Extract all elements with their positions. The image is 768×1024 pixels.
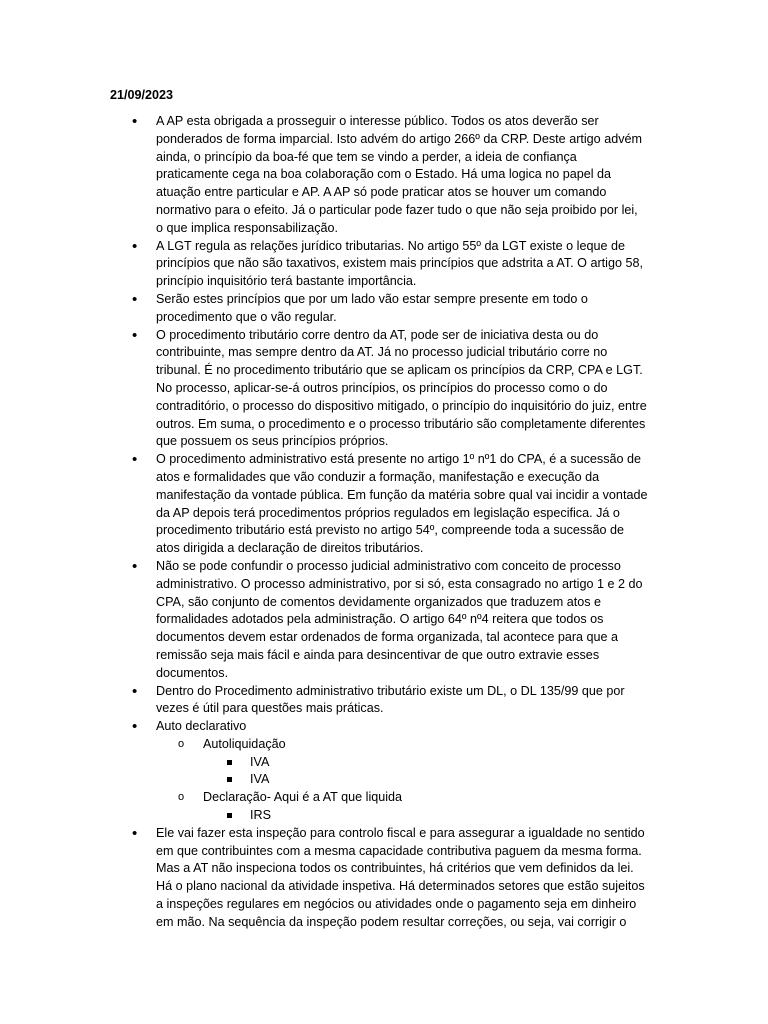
- sub-sub-list-item: IVA: [203, 771, 648, 789]
- list-item: • Dentro do Procedimento administrativo tributário existe um DL, o DL 135/99 que por vezes é útil para questões mais práticas.: [0, 683, 648, 719]
- list-item: • A LGT regula as relações jurídico tributarias. No artigo 55º da LGT existe o leque de princípios que não são taxativos, existem mais princípios que adstrita a AT. O artigo 58, princípio inquisitório terá bastante importância.: [0, 238, 648, 291]
- list-item: • O procedimento tributário corre dentro da AT, pode ser de iniciativa desta ou do contribuinte, mas sempre dentro da AT. Já no processo judicial tributário corre no tribunal. É no procedimento tributário que se aplicam os princípios da CRP, CPA e LGT. No processo, aplicar-se-á outros princípios, os princípios do processo como o do contraditório, o processo do dispositivo mitigado, o princípio do inquisitório do juiz, entre outros. Em suma, o procedimento e o processo tributário são completamente diferentes que possuem os seus princípios próprios.: [0, 327, 648, 452]
- document-date: 21/09/2023: [110, 88, 174, 102]
- sub-sub-list-item: IVA: [203, 754, 648, 772]
- sub-list-item: [156, 736, 648, 789]
- list-item: • Ele vai fazer esta inspeção para controlo fiscal e para assegurar a igualdade no sentido em que contribuintes com a mesma capacidade contributiva paguem da mesma forma. Mas a AT não inspeciona todos os contribuintes, há critérios que vem definidos da lei. Há o plano nacional da atividade inspetiva. Há determinados setores que estão sujeitos a inspeções regulares em negócios ou atividades onde o pagamento seja em dinheiro em mão. Na sequência da inspeção podem resultar correções, ou seja, vai corrigir o: [0, 825, 648, 932]
- sub-list-item-label: Autoliquidação: [203, 736, 286, 751]
- sub-list-item: [156, 789, 648, 825]
- list-item: • Não se pode confundir o processo judicial administrativo com conceito de processo administrativo. O processo administrativo, por si só, esta consagrado no artigo 1 e 2 do CPA, são conjunto de comentos devidamente organizados que traduzem atos e formalidades adotados pela administração. O artigo 64º nº4 reitera que todos os documentos devem estar ordenados de forma organizada, tal acontece para que a remissão seja mais fácil e ainda para desincentivar de que outro extravie esses documentos.: [0, 558, 648, 683]
- sub-list: [156, 736, 648, 825]
- list-item-auto-declarativo: [0, 718, 648, 825]
- list-item: • Serão estes princípios que por um lado vão estar sempre presente em todo o procedimento que o vão regular.: [0, 291, 648, 327]
- sub-sub-list: [203, 807, 648, 825]
- sub-sub-list-item: IRS: [203, 807, 648, 825]
- bullet-list: [0, 113, 768, 932]
- sub-list-item-label: Declaração- Aqui é a AT que liquida: [203, 790, 403, 805]
- list-item: • O procedimento administrativo está presente no artigo 1º nº1 do CPA, é a sucessão de atos e formalidades que vão conduzir a formação, manifestação e execução da manifestação da vontade pública. Em função da matéria sobre qual vai incidir a vontade da AP depois terá procedimentos próprios regulados em legislação especifica. Já o procedimento tributário está previsto no artigo 54º, compreende toda a sucessão de atos dirigida a declaração de direitos tributários.: [0, 451, 648, 558]
- list-item: • A AP esta obrigada a prosseguir o interesse público. Todos os atos deverão ser ponderados de forma imparcial. Isto advém do artigo 266º da CRP. Deste artigo advém ainda, o princípio da boa-fé que tem se vindo a perder, a ideia de confiança praticamente cega na boa colaboração com o Estado. Há uma logica no papel da atuação entre particular e AP. A AP só pode praticar atos se houver um comando normativo para o efeito. Já o particular pode fazer tudo o que não seja proibido por lei, o que implica responsabilização.: [0, 113, 648, 238]
- sub-sub-list: [203, 754, 648, 790]
- list-item-label: Auto declarativo: [156, 719, 247, 734]
